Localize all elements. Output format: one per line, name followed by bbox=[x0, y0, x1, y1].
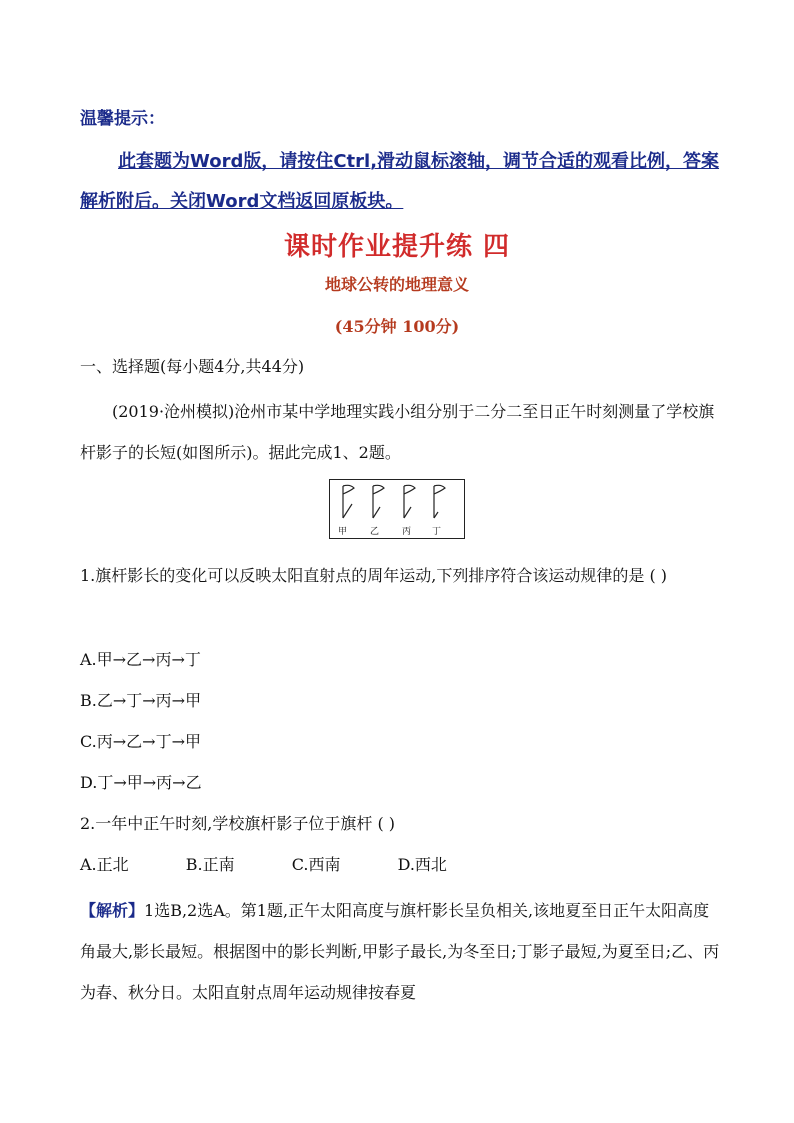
figure-label: 甲 bbox=[338, 527, 348, 537]
question-2-options bbox=[80, 852, 499, 875]
flagpole-shadow-figure bbox=[329, 479, 465, 539]
figure-label: 乙 bbox=[370, 527, 380, 537]
flagpole-yi bbox=[373, 485, 384, 518]
flag-jia-icon bbox=[343, 485, 354, 494]
question-2-stem: 2.一年中正午时刻,学校旗杆影子位于旗杆 ( ) bbox=[80, 814, 396, 833]
section-intro: (2019·沧州模拟)沧州市某中学地理实践小组分别于二分二至日正午时刻测量了学校旗杆影子的长短(如图所示)。据此完成1、2题。 bbox=[80, 402, 715, 462]
question-2-option: D.西北 bbox=[397, 855, 447, 874]
analysis-tag: 【解析】 bbox=[80, 901, 145, 920]
page-title: 课时作业提升练 四 bbox=[283, 232, 511, 262]
question-1-option: A.甲→乙→丙→丁 bbox=[80, 650, 201, 669]
figure-label: 丁 bbox=[432, 527, 442, 537]
section-heading: 一、选择题(每小题4分,共44分) bbox=[80, 357, 305, 376]
tip-heading: 温馨提示： bbox=[80, 109, 165, 129]
flag-ding-icon bbox=[434, 485, 445, 494]
flagpole-jia bbox=[343, 485, 354, 518]
analysis-text: 1选B,2选A。第1题,正午太阳高度与旗杆影长呈负相关,该地夏至日正午太阳高度角最大,影长最短。根据图中的影长判断,甲影子最长,为冬至日;丁影子最短,为夏至日;乙、丙为春、秋分日。太阳直射点周年运动规律按春夏 bbox=[80, 901, 720, 1002]
question-2-option: C.西南 bbox=[291, 855, 341, 874]
shadow-yi bbox=[373, 507, 380, 518]
flag-bing-icon bbox=[404, 485, 415, 494]
shadow-jia bbox=[343, 504, 352, 518]
figure-label: 丙 bbox=[402, 527, 412, 537]
flagpole-ding bbox=[434, 485, 445, 518]
shadow-bing bbox=[404, 507, 411, 518]
flagpole-diagram bbox=[330, 480, 466, 540]
question-1-stem: 1.旗杆影长的变化可以反映太阳直射点的周年运动,下列排序符合该运动规律的是 ( ) bbox=[80, 566, 668, 585]
flag-yi-icon bbox=[373, 485, 384, 494]
question-2-option: B.正南 bbox=[185, 855, 235, 874]
question-1-option: B.乙→丁→丙→甲 bbox=[80, 691, 202, 710]
page-subtitle: 地球公转的地理意义 bbox=[324, 275, 469, 294]
tip-text-content: 此套题为Word版，请按住Ctrl,滑动鼠标滚轴，调节合适的观看比例，答案解析附后。关闭Word文档返回原板块。 bbox=[80, 151, 720, 212]
shadow-ding bbox=[434, 512, 438, 518]
tip-text bbox=[80, 142, 720, 222]
question-1-option: C.丙→乙→丁→甲 bbox=[80, 732, 201, 751]
flagpole-bing bbox=[404, 485, 415, 518]
question-1-option: D.丁→甲→丙→乙 bbox=[80, 773, 202, 792]
question-2-option: A.正北 bbox=[80, 855, 129, 874]
time-score: (45分钟 100分) bbox=[334, 317, 460, 336]
analysis-block bbox=[80, 890, 720, 1013]
